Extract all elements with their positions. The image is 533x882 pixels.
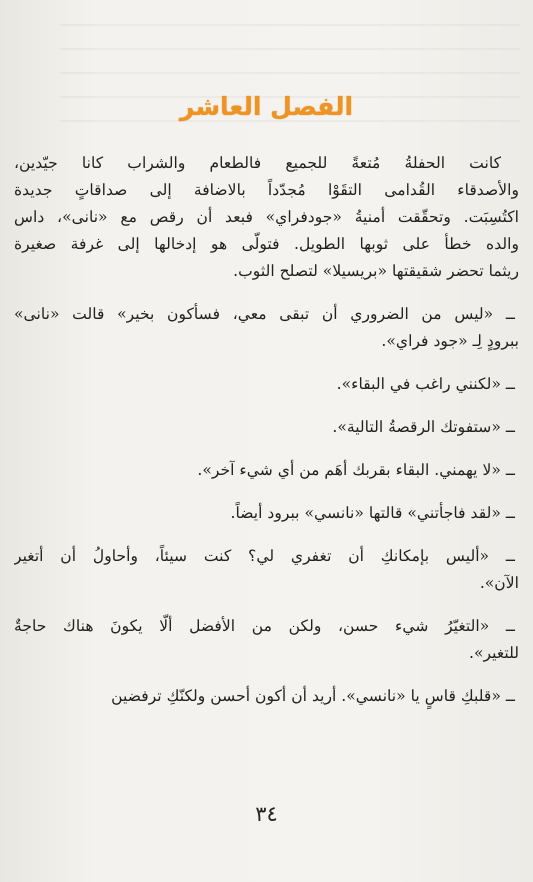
text-line: ريثما تحضر شقيقتها «بريسيلا» لتصلح الثوب. (233, 262, 519, 280)
dialogue-line: ــ «ليس من الضروري أن تبقى معي، فسأكون بخير» قالت «نانى» (14, 305, 515, 323)
dialogue-line: ــ «قلبكِ قاسٍ يا «نانسي». أريد أن أكون أحسن ولكنّكِ ترفضين (111, 687, 515, 705)
text-line: والأصدقاء القُدامى التقَوْا مُجدّداً بالاضافة إلى صداقاتٍ جديدة (14, 181, 519, 199)
dialogue-line: ــ «التغيّرُ شيء حسن، ولكن من الأفضل ألّا يكونَ هناك حاجةٌ (14, 617, 515, 635)
dialogue-line: ببرودٍ لِـ «جود فراي». (381, 332, 519, 350)
text-line: والده خطأ على ثوبها الطويل. فتولّى هو إدخالها إلى غرفة صغيرة (14, 235, 519, 253)
dialogue-line: ــ «لقد فاجأتني» قالتها «نانسي» ببرود أيضاً. (230, 504, 515, 522)
dialogue-line: ــ «لا يهمني. البقاء بقربك أهَم من أي شيء آخر». (197, 461, 515, 479)
page-number: ٣٤ (255, 802, 278, 826)
dialogue-line: الآن». (479, 574, 519, 592)
chapter-title: الفصل العاشر (179, 92, 354, 121)
dialogue-line: ــ «ستفوتك الرقصةُ التالية». (332, 418, 515, 436)
dialogue-line: للتغير». (469, 644, 519, 662)
dialogue-line: ــ «لكنني راغب في البقاء». (336, 375, 515, 393)
text-line: كانت الحفلةُ مُتعةً للجميع فالطعام والشراب كانا جيّدين، (14, 154, 501, 172)
body-text (14, 150, 519, 710)
text-line: اكتُسِبَت. وتحقّقت أمنيةُ «جودفراي» فبعد أن رقص مع «نانى»، داس (14, 208, 519, 226)
dialogue-line: ــ «أليس بإمكانكِ أن تغفري لي؟ كنت سيئاً، وأحاولُ أن أتغير (14, 547, 515, 565)
